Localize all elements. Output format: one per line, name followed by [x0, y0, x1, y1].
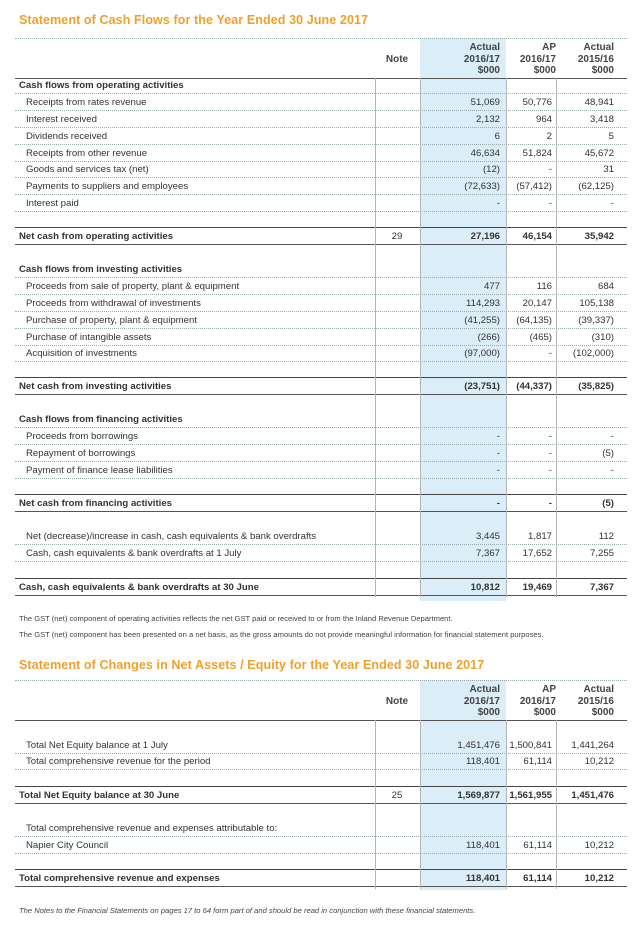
value-ap-2016-17: 2 [546, 131, 552, 142]
value-ap-2016-17: 46,154 [522, 231, 552, 242]
value-ap-2016-17: 51,824 [522, 148, 552, 159]
value-actual-2016-17: 118,401 [466, 840, 500, 851]
cash-flow-title: Statement of Cash Flows for the Year Ended 30 June 2017 [19, 13, 369, 27]
value-ap-2016-17: - [548, 198, 552, 209]
row-divider [15, 886, 627, 887]
value-actual-2016-17: 27,196 [470, 231, 500, 242]
row-divider [15, 561, 627, 562]
value-actual-2016-17: - [496, 198, 500, 209]
value-actual-2015-16: - [610, 465, 614, 476]
section-heading: Cash flows from financing activities [19, 414, 183, 425]
value-actual-2015-16: 35,942 [584, 231, 614, 242]
value-actual-2016-17: 118,401 [466, 756, 500, 767]
row-divider [15, 595, 627, 596]
row-divider [15, 478, 627, 479]
value-actual-2015-16: 48,941 [584, 97, 614, 108]
note-ref: 25 [391, 790, 403, 801]
header-note: Note [385, 696, 409, 707]
value-actual-2016-17: 1,569,877 [457, 790, 500, 801]
header-actual-2015-16: Actual 2015/16 $000 [577, 684, 614, 718]
value-actual-2015-16: 105,138 [579, 298, 614, 309]
row-label: Goods and services tax (net) [26, 164, 149, 175]
value-actual-2015-16: (5) [602, 498, 614, 509]
total-top-rule [15, 377, 627, 378]
value-ap-2016-17: - [548, 465, 552, 476]
value-actual-2015-16: 10,212 [584, 756, 614, 767]
header-actual-2015-16: Actual 2015/16 $000 [577, 42, 614, 76]
value-actual-2016-17: (266) [477, 332, 500, 343]
value-actual-2016-17: 114,293 [466, 298, 500, 309]
value-actual-2016-17: 1,451,476 [457, 740, 500, 751]
row-label: Napier City Council [26, 840, 109, 851]
row-divider [15, 144, 627, 145]
value-ap-2016-17: - [548, 348, 552, 359]
value-actual-2016-17: 3,445 [475, 531, 500, 542]
total-top-rule [15, 786, 627, 787]
row-label: Purchase of intangible assets [26, 332, 152, 343]
row-divider [15, 277, 627, 278]
column-separator [556, 720, 557, 889]
row-divider [15, 853, 627, 854]
value-actual-2015-16: - [610, 198, 614, 209]
value-actual-2015-16: 10,212 [584, 873, 614, 884]
value-actual-2016-17: 2,132 [475, 114, 500, 125]
value-actual-2016-17: 51,069 [470, 97, 500, 108]
row-label: Proceeds from withdrawal of investments [26, 298, 201, 309]
divider [15, 38, 627, 39]
total-top-rule [15, 494, 627, 495]
row-divider [15, 544, 627, 545]
column-separator [375, 720, 376, 889]
value-actual-2016-17: (12) [482, 164, 500, 175]
row-divider [15, 769, 627, 770]
section-heading: Cash flows from investing activities [19, 264, 183, 275]
value-actual-2015-16: 10,212 [584, 840, 614, 851]
total-row-label: Cash, cash equivalents & bank overdrafts at 30 June [19, 582, 259, 593]
header-rule [15, 720, 627, 721]
row-label: Interest received [26, 114, 97, 125]
column-separator [506, 720, 507, 889]
row-divider [15, 836, 627, 837]
value-actual-2016-17: 477 [483, 281, 500, 292]
value-ap-2016-17: - [548, 498, 552, 509]
column-separator [420, 720, 421, 889]
value-actual-2016-17: (97,000) [464, 348, 500, 359]
row-divider [15, 427, 627, 428]
row-label: Dividends received [26, 131, 108, 142]
value-actual-2016-17: (41,255) [464, 315, 500, 326]
value-actual-2015-16: (102,000) [572, 348, 614, 359]
total-row-label: Total comprehensive revenue and expenses [19, 873, 220, 884]
header-actual-2016-17: Actual 2016/17 $000 [463, 684, 500, 718]
gst-footnote-1: The GST (net) component of operating activities reflects the net GST paid or received to or from the Inland Revenue Department. [19, 614, 453, 623]
value-ap-2016-17: 1,500,841 [509, 740, 552, 751]
header-actual-2016-17: Actual 2016/17 $000 [463, 42, 500, 76]
value-actual-2015-16: 45,672 [584, 148, 614, 159]
value-ap-2016-17: 50,776 [522, 97, 552, 108]
value-actual-2016-17: 118,401 [465, 873, 500, 884]
row-label: Net (decrease)/increase in cash, cash equivalents & bank overdrafts [26, 531, 317, 542]
row-divider [15, 177, 627, 178]
value-ap-2016-17: 1,817 [527, 531, 552, 542]
value-ap-2016-17: 17,652 [522, 548, 552, 559]
row-label: Total comprehensive revenue and expenses attributable to: [26, 823, 278, 834]
value-ap-2016-17: - [548, 164, 552, 175]
value-ap-2016-17: (64,135) [516, 315, 552, 326]
value-actual-2016-17: (72,633) [464, 181, 500, 192]
row-divider [15, 394, 627, 395]
value-actual-2015-16: 5 [608, 131, 614, 142]
value-actual-2015-16: 684 [597, 281, 614, 292]
row-label: Proceeds from borrowings [26, 431, 138, 442]
row-divider [15, 461, 627, 462]
section-heading: Cash flows from operating activities [19, 80, 184, 91]
value-ap-2016-17: (44,337) [516, 381, 552, 392]
column-separator [506, 78, 507, 597]
total-row-label: Net cash from operating activities [19, 231, 174, 242]
row-divider [15, 127, 627, 128]
value-actual-2015-16: 7,255 [589, 548, 614, 559]
row-label: Total Net Equity balance at 1 July [26, 740, 168, 751]
notes-footnote: The Notes to the Financial Statements on pages 17 to 64 form part of and should be read in conjunction with these financial statements. [19, 906, 476, 915]
row-divider [15, 194, 627, 195]
row-label: Cash, cash equivalents & bank overdrafts at 1 July [26, 548, 242, 559]
value-actual-2015-16: - [610, 431, 614, 442]
row-divider [15, 345, 627, 346]
row-divider [15, 511, 627, 512]
row-label: Payment of finance lease liabilities [26, 465, 173, 476]
value-actual-2015-16: (35,825) [578, 381, 614, 392]
note-ref: 29 [391, 231, 403, 242]
value-actual-2016-17: - [496, 498, 500, 509]
value-actual-2015-16: (39,337) [578, 315, 614, 326]
row-divider [15, 753, 627, 754]
value-actual-2015-16: (62,125) [578, 181, 614, 192]
value-actual-2015-16: (310) [591, 332, 614, 343]
value-actual-2015-16: 1,441,264 [571, 740, 614, 751]
total-top-rule [15, 578, 627, 579]
value-actual-2015-16: 7,367 [589, 582, 614, 593]
value-actual-2015-16: (5) [602, 448, 614, 459]
column-separator [375, 78, 376, 597]
value-ap-2016-17: - [548, 431, 552, 442]
row-divider [15, 294, 627, 295]
row-label: Receipts from rates revenue [26, 97, 147, 108]
row-divider [15, 244, 627, 245]
row-label: Repayment of borrowings [26, 448, 136, 459]
value-actual-2016-17: - [496, 431, 500, 442]
row-label: Interest paid [26, 198, 79, 209]
value-actual-2016-17: 6 [494, 131, 500, 142]
row-divider [15, 110, 627, 111]
header-rule [15, 78, 627, 79]
value-ap-2016-17: 116 [536, 281, 552, 292]
value-ap-2016-17: 19,469 [522, 582, 552, 593]
value-actual-2016-17: - [496, 465, 500, 476]
row-divider [15, 161, 627, 162]
equity-title: Statement of Changes in Net Assets / Equity for the Year Ended 30 June 2017 [19, 658, 485, 672]
value-ap-2016-17: (465) [529, 332, 552, 343]
row-divider [15, 311, 627, 312]
header-ap-2016-17: AP 2016/17 $000 [519, 42, 556, 76]
total-top-rule [15, 227, 627, 228]
row-divider [15, 211, 627, 212]
row-divider [15, 361, 627, 362]
header-note: Note [385, 54, 409, 65]
value-actual-2015-16: 1,451,476 [571, 790, 614, 801]
divider [15, 680, 627, 681]
value-ap-2016-17: 61,114 [523, 840, 552, 851]
value-actual-2015-16: 31 [603, 164, 614, 175]
value-actual-2016-17: 46,634 [470, 148, 500, 159]
row-label: Total comprehensive revenue for the period [26, 756, 211, 767]
row-divider [15, 328, 627, 329]
total-row-label: Total Net Equity balance at 30 June [19, 790, 180, 801]
row-label: Acquisition of investments [26, 348, 137, 359]
gst-footnote-2: The GST (net) component has been presented on a net basis, as the gross amounts do not provide meaningful information for financial statement purposes. [19, 630, 544, 639]
row-divider [15, 444, 627, 445]
value-ap-2016-17: (57,412) [516, 181, 552, 192]
value-ap-2016-17: 61,114 [523, 873, 552, 884]
value-ap-2016-17: 1,561,955 [509, 790, 552, 801]
value-ap-2016-17: 964 [535, 114, 552, 125]
total-row-label: Net cash from investing activities [19, 381, 172, 392]
column-separator [420, 78, 421, 597]
value-ap-2016-17: 20,147 [522, 298, 552, 309]
row-label: Purchase of property, plant & equipment [26, 315, 198, 326]
row-divider [15, 803, 627, 804]
value-actual-2016-17: (23,751) [464, 381, 500, 392]
value-ap-2016-17: 61,114 [523, 756, 552, 767]
total-row-label: Net cash from financing activities [19, 498, 173, 509]
value-actual-2016-17: 7,367 [475, 548, 500, 559]
row-label: Receipts from other revenue [26, 148, 148, 159]
total-top-rule [15, 869, 627, 870]
row-label: Payments to suppliers and employees [26, 181, 189, 192]
column-separator [556, 78, 557, 597]
row-label: Proceeds from sale of property, plant & equipment [26, 281, 240, 292]
value-actual-2016-17: - [496, 448, 500, 459]
header-ap-2016-17: AP 2016/17 $000 [519, 684, 556, 718]
value-actual-2015-16: 3,418 [589, 114, 614, 125]
value-ap-2016-17: - [548, 448, 552, 459]
value-actual-2015-16: 112 [598, 531, 614, 542]
row-divider [15, 93, 627, 94]
value-actual-2016-17: 10,812 [470, 582, 500, 593]
